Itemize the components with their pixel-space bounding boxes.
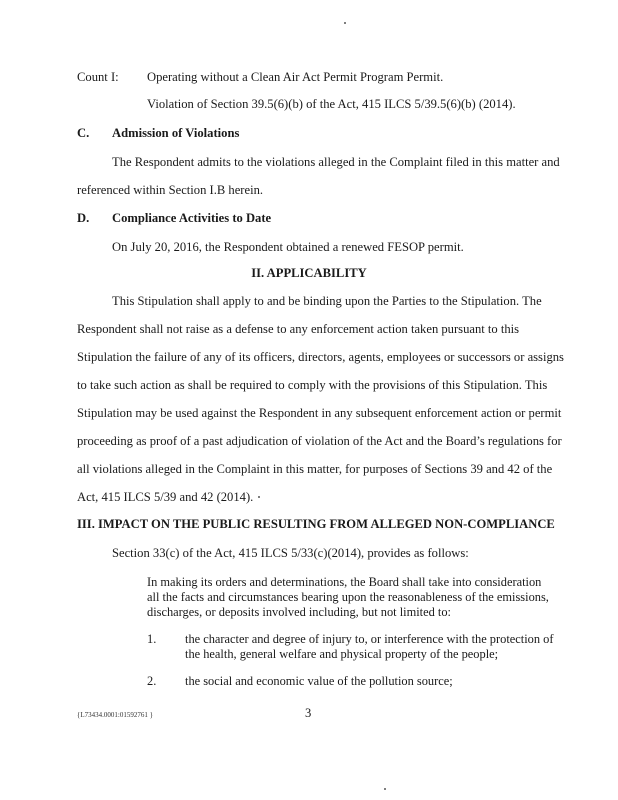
section-ii-line: Stipulation may be used against the Respondent in any subsequent enforcement action or permit (77, 406, 562, 420)
count-violation: Violation of Section 39.5(6)(b) of the Act, 415 ILCS 5/39.5(6)(b) (2014). (147, 97, 516, 111)
section-ii-line: to take such action as shall be required to comply with the provisions of this Stipulation. This (77, 378, 548, 392)
count-title: Operating without a Clean Air Act Permit Program Permit. (147, 70, 444, 84)
section-ii-line: proceeding as proof of a past adjudication of violation of the Act and the Board’s regulations for (77, 434, 562, 448)
list-item-number: 1. (147, 632, 157, 646)
section-ii-line: all violations alleged in the Complaint in this matter, for purposes of Sections 39 and 42 of the (77, 462, 553, 476)
page-number: 3 (305, 706, 312, 720)
list-item-line: the health, general welfare and physical property of the people; (185, 647, 499, 661)
section-ii-line: Respondent shall not raise as a defense to any enforcement action taken pursuant to this (77, 322, 520, 336)
section-ii-line: Act, 415 ILCS 5/39 and 42 (2014). (77, 490, 254, 504)
scan-speck (384, 788, 386, 790)
section-iii-heading: III. IMPACT ON THE PUBLIC RESULTING FROM ALLEGED NON-COMPLIANCE (77, 517, 555, 531)
section-ii-line: Stipulation the failure of any of its officers, directors, agents, employees or successors or assigns (77, 350, 564, 364)
list-item-line: the character and degree of injury to, or interference with the protection of (185, 632, 554, 646)
count-label: Count I: (77, 70, 119, 84)
quote-line: In making its orders and determinations, the Board shall take into consideration (147, 575, 542, 589)
scan-speck (258, 496, 260, 498)
list-item-number: 2. (147, 674, 157, 688)
section-d-letter: D. (77, 211, 90, 225)
list-item-line: the social and economic value of the pollution source; (185, 674, 453, 688)
section-c-line: referenced within Section I.B herein. (77, 183, 264, 197)
section-c-letter: C. (77, 126, 90, 140)
quote-line: discharges, or deposits involved including, but not limited to: (147, 605, 451, 619)
scan-speck (344, 22, 346, 24)
section-ii-line: This Stipulation shall apply to and be binding upon the Parties to the Stipulation. The (112, 294, 542, 308)
section-ii-heading: II. APPLICABILITY (251, 266, 367, 280)
section-c-line: The Respondent admits to the violations alleged in the Complaint filed in this matter and (112, 155, 560, 169)
section-c-heading: Admission of Violations (112, 126, 240, 140)
section-d-heading: Compliance Activities to Date (112, 211, 272, 225)
section-iii-intro: Section 33(c) of the Act, 415 ILCS 5/33(c)(2014), provides as follows: (112, 546, 469, 560)
footer-doc-id: {L73434.0001:01592761 } (77, 711, 153, 719)
section-d-line: On July 20, 2016, the Respondent obtained a renewed FESOP permit. (112, 240, 464, 254)
quote-line: all the facts and circumstances bearing upon the reasonableness of the emissions, (147, 590, 549, 604)
